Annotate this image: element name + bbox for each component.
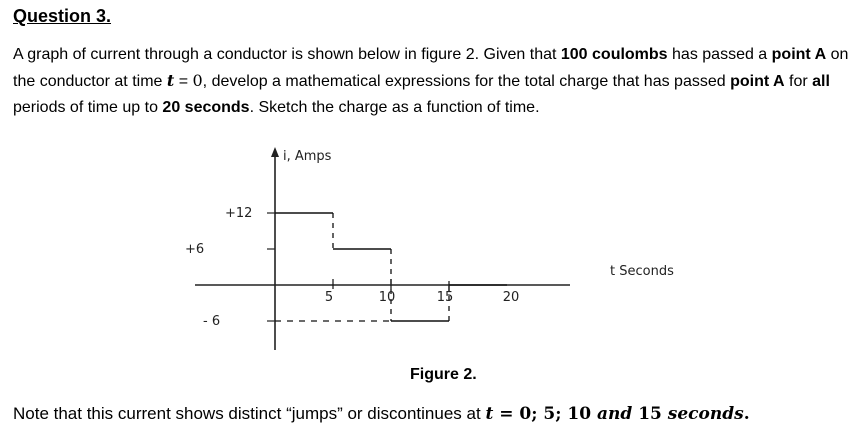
para-text-1: A graph of current through a conductor is shown below in figure 2. Given that	[13, 46, 561, 63]
y-tick-label: +12	[225, 206, 253, 221]
equals-sign: =	[174, 73, 193, 90]
x-tick-label: 5	[324, 290, 334, 305]
time-variable: t	[166, 71, 175, 90]
para-text-6: periods of time up to	[13, 99, 163, 116]
current-graph	[170, 135, 730, 355]
para-text-2: has passed a	[667, 46, 772, 63]
x-axis-label: t Seconds	[610, 264, 674, 279]
y-tick-label: +6	[185, 242, 205, 257]
note-equals: =	[493, 404, 520, 424]
x-tick-label: 10	[378, 290, 396, 305]
note-fifteen: 15	[632, 404, 668, 424]
question-heading: Question 3.	[13, 6, 112, 26]
point-a-2: point A	[730, 73, 785, 90]
question-paragraph	[13, 42, 863, 121]
charge-value: 100 coulombs	[560, 46, 668, 63]
x-tick-label: 20	[502, 290, 520, 305]
y-tick-label: - 6	[203, 314, 221, 329]
note-and: and	[597, 404, 633, 424]
note-values: 0; 5; 10	[519, 404, 598, 424]
note-body: Note that this current shows distinct “jumps” or discontinues at	[13, 404, 486, 423]
current-graph-svg	[170, 135, 730, 355]
y-axis-label: i, Amps	[283, 149, 332, 164]
figure-caption: Figure 2.	[410, 366, 477, 383]
time-zero: 0	[192, 71, 203, 90]
para-text-3: on the conductor at time	[13, 46, 849, 90]
para-text-5: for	[784, 73, 813, 90]
point-a-1: point A	[771, 46, 827, 63]
note-seconds: seconds	[667, 404, 744, 424]
all-word: all	[812, 73, 830, 90]
note-period: .	[743, 404, 750, 424]
para-text-4: , develop a mathematical expressions for the total charge that has passed	[202, 73, 731, 90]
para-text-7: . Sketch the charge as a function of time.	[249, 99, 540, 116]
x-tick-label: 15	[436, 290, 454, 305]
note-text	[13, 404, 863, 424]
twenty-seconds: 20 seconds	[162, 99, 250, 116]
note-time-variable: t	[485, 404, 494, 424]
y-axis-arrow-icon	[271, 147, 279, 157]
